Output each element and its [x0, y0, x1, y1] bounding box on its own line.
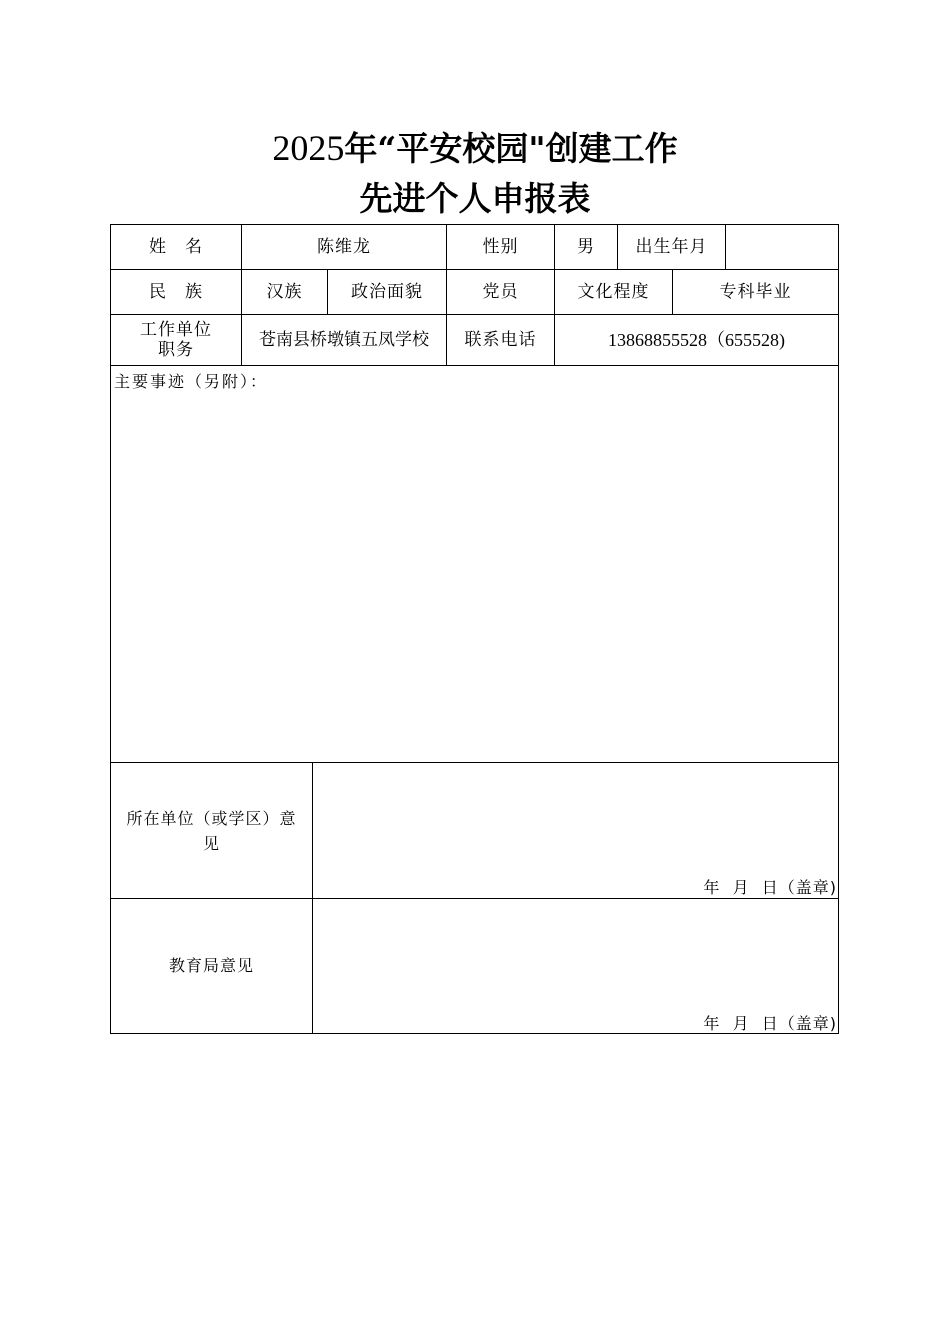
unit-value: 苍南县桥墩镇五凤学校 [259, 330, 429, 350]
name-value: 陈维龙 [317, 237, 371, 257]
deeds-area[interactable] [111, 395, 838, 761]
unit-opinion-label [111, 763, 312, 898]
name-label: 姓 名 [149, 237, 203, 257]
bureau-opinion-date: 年 月 日（盖章) [703, 1014, 837, 1033]
phone-value: 13868855528（655528) [608, 330, 785, 350]
form-title-line1 [0, 126, 950, 171]
education-label: 文化程度 [577, 282, 650, 302]
political-label: 政治面貌 [351, 282, 423, 302]
unit-opinion-area[interactable] [313, 763, 838, 873]
bureau-opinion-area[interactable] [313, 899, 838, 1007]
unit-label-line1: 工作单位 [140, 320, 212, 340]
unit-label [111, 315, 241, 365]
deeds-label: 主要事迹（另附）： [114, 372, 269, 391]
table-line [110, 365, 839, 366]
education-value: 专科毕业 [719, 282, 792, 302]
ethnic-value: 汉族 [266, 282, 303, 302]
political-value: 党员 [482, 282, 519, 302]
unit-opinion-date: 年 月 日（盖章) [703, 878, 837, 897]
ethnic-label: 民 族 [149, 282, 203, 302]
gender-label: 性别 [482, 237, 519, 257]
birth-label: 出生年月 [635, 237, 708, 257]
gender-value: 男 [577, 237, 595, 257]
table-line [838, 224, 839, 1034]
form-title-year: 2025 [272, 128, 345, 168]
unit-label-line2: 职务 [158, 340, 194, 360]
unit-opinion-label-line2: 见 [202, 833, 220, 853]
unit-opinion-label-line1: 所在单位（或学区）意 [126, 808, 297, 828]
bureau-opinion-label: 教育局意见 [168, 956, 254, 975]
phone-label: 联系电话 [464, 330, 537, 350]
form-title-line2: 先进个人申报表 [359, 179, 591, 218]
birth-value [726, 225, 838, 269]
form-title-text: 年“平安校园"创建工作 [344, 129, 678, 168]
